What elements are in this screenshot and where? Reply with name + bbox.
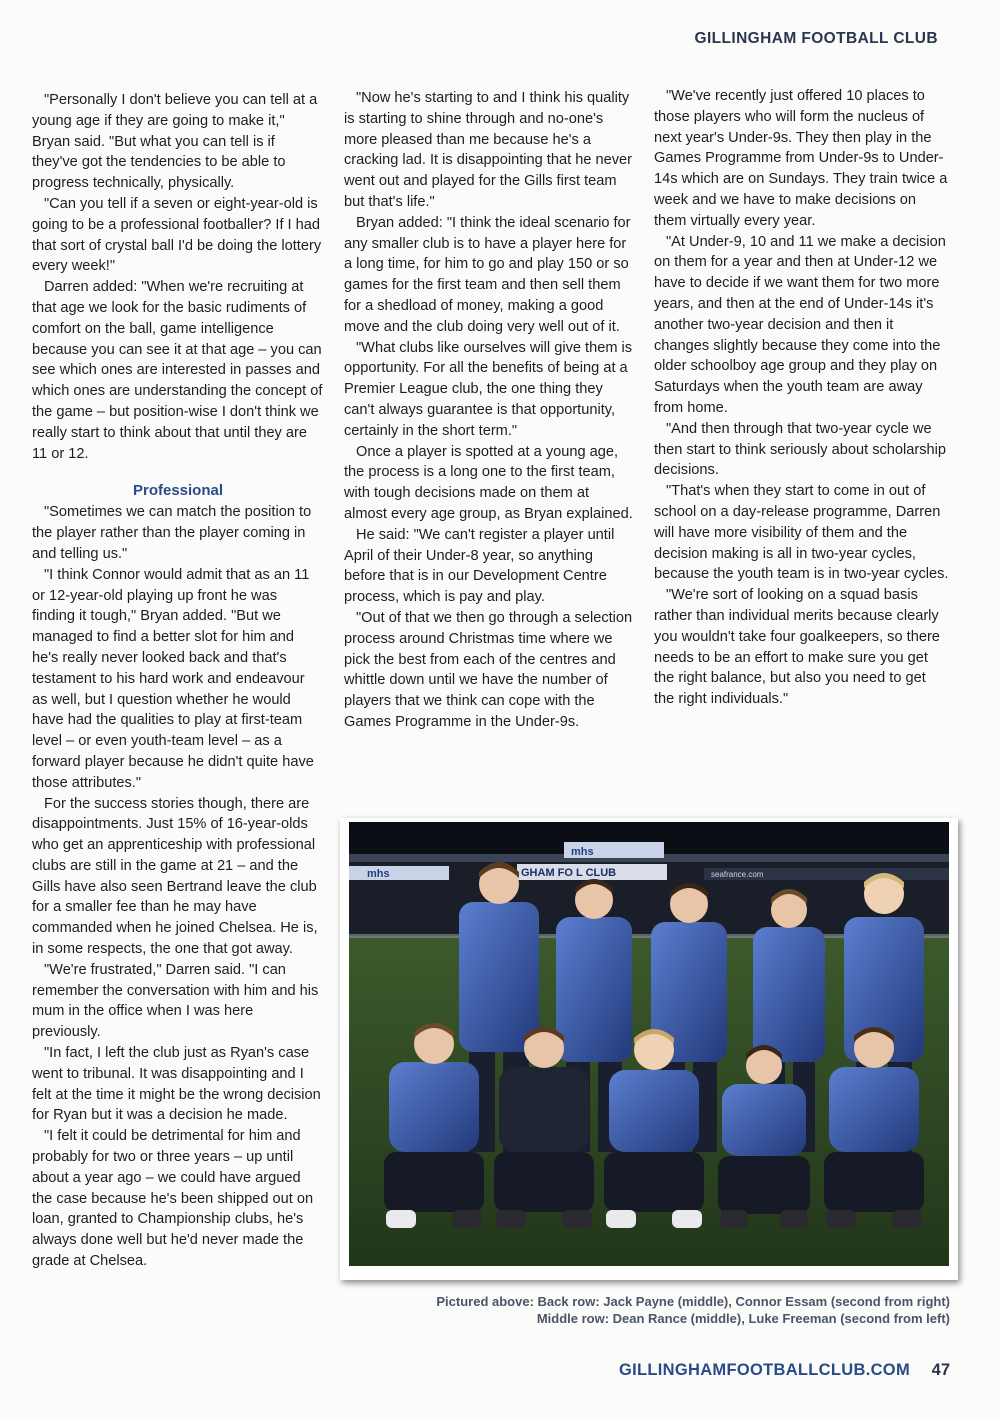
caption-line: Middle row: Dean Rance (middle), Luke Freeman (second from left) [536,1311,950,1326]
paragraph: "Now he's starting to and I think his quality is starting to shine through and no-one's more pleased than me because he's a cracking lad. It is disappointing that he never went out and played for the Gills first team but that's life." [344,90,632,210]
ad-board-text: mhs [367,868,390,880]
paragraph: "I think Connor would admit that as an 11 or 12-year-old playing up front he was finding it tough," Bryan added. "But we managed to find a better slot for him and he's really never looked back and that's testament to his hard work and endeavour as well, but I question whether he would have had the qualities to play at first-team level – or even youth-team level – as a forward player because he didn't quite have those attributes." [32,566,314,791]
paragraph: "At Under-9, 10 and 11 we make a decision on them for a year and then at Under-12 we have to decide if we want them for two more years, and then at the end of Under-14s it's another two-year decision and then it changes slightly because they come into the older schoolboy age group and they play on Saturdays when the youth team are away from home. [654,233,946,416]
running-header: GILLINGHAM FOOTBALL CLUB [694,30,938,47]
article-column-2 [344,88,634,733]
ad-board-text: mhs [571,846,594,858]
paragraph: Darren added: "When we're recruiting at that age we look for the basic rudiments of comfort on the ball, game intelligence because you can see it at that age – you can see which ones are interested in passes and which ones are understanding the concept of the game – but position-wise I don't think we really start to think about that until they are 11 or 12. [32,279,323,462]
paragraph: "Personally I don't believe you can tell at a young age if they are going to make it," Bryan said. "But what you can tell is if they've got the tendencies to be able to progress technically, physically. [32,92,318,192]
paragraph: "I felt it could be detrimental for him and probably for two or three years – up until about a year ago – we could have argued the case because he's been shipped out on loan, granted to Championship clubs, he's always done well but he'd never made the grade at Chelsea. [32,1128,314,1270]
paragraph: Once a player is spotted at a young age, the process is a long one to the first team, with tough decisions made on them at almost every age group, as Bryan explained. [344,443,633,522]
paragraph: "Out of that we then go through a selection process around Christmas time where we pick the best from each of the centres and whittle down until we have the number of players that we think can cope with the Games Programme in the Under-9s. [344,609,633,730]
article-column-1 [32,90,324,1272]
paragraph: "Can you tell if a seven or eight-year-old is going to be a professional footballer? If I had that sort of crystal ball I'd be doing the lottery every week!" [32,195,322,275]
ad-board [349,866,449,880]
paragraph: "We're frustrated," Darren said. "I can remember the conversation with him and his mum in the office when I was here previously. [32,961,319,1041]
caption-line: Pictured above: Back row: Jack Payne (middle), Connor Essam (second from right) [436,1294,950,1309]
footer-url: GILLINGHAMFOOTBALLCLUB.COM [618,1361,910,1379]
paragraph: Bryan added: "I think the ideal scenario for any smaller club is to have a player here for a long time, for him to go and play 150 or so games for the first team and then sell them for a shedload of money, making a good move and the club doing very well out of it. [344,214,631,335]
page-number: 47 [931,1361,950,1379]
paragraph: He said: "We can't register a player until April of their Under-8 year, so anything before that is in our Development Centre process, which is pay and play. [344,526,615,606]
club-sign-text: GHAM FO L CLUB [521,867,617,879]
paragraph: "That's when they start to come in out of school on a day-release programme, Darren will have more visibility of them and the decision making is all in two-year cycles, because the youth team is in two-year cycles. [654,483,949,583]
sponsor-text: seafrance.com [711,870,764,879]
team-photo-image [349,822,949,1266]
paragraph: "What clubs like ourselves will give them is opportunity. For all the benefits of being at a Premier League club, the one thing they can't always guarantee is that opportunity, certainly in the short term." [344,339,633,439]
paragraph: "Sometimes we can match the position to the player rather than the player coming in and telling us." [32,504,312,562]
section-heading: Professional [132,482,224,500]
photo-caption [350,1293,950,1327]
paragraph: "In fact, I left the club just as Ryan's case went to tribunal. It was disappointing and I felt at the time it might be the wrong decision for Ryan but it was a decision he made. [32,1045,321,1124]
paragraph: "And then through that two-year cycle we then start to think seriously about scholarship decisions. [654,420,947,479]
team-photo [340,818,958,1280]
article-column-3 [654,86,950,710]
paragraph: For the success stories though, there are disappointments. Just 15% of 16-year-olds who get an apprenticeship with professional clubs are still in the game at 21 – and the Gills have also seen Bertrand leave the club for a smaller fee than he may have commanded when he joined Chelsea. He is, in some respects, the one that got away. [32,795,318,958]
paragraph: "We're sort of looking on a squad basis rather than individual merits because clearly you wouldn't take four goalkeepers, so there needs to be an effort to make sure you get the right balance, but also you need to get the right individuals." [654,587,940,708]
paragraph: "We've recently just offered 10 places to those players who will form the nucleus of next year's Under-9s. They then play in the Games Programme from Under-9s to Under-14s which are on Sundays. They train twice a week and we have to make decisions on them virtually every year. [654,88,948,229]
